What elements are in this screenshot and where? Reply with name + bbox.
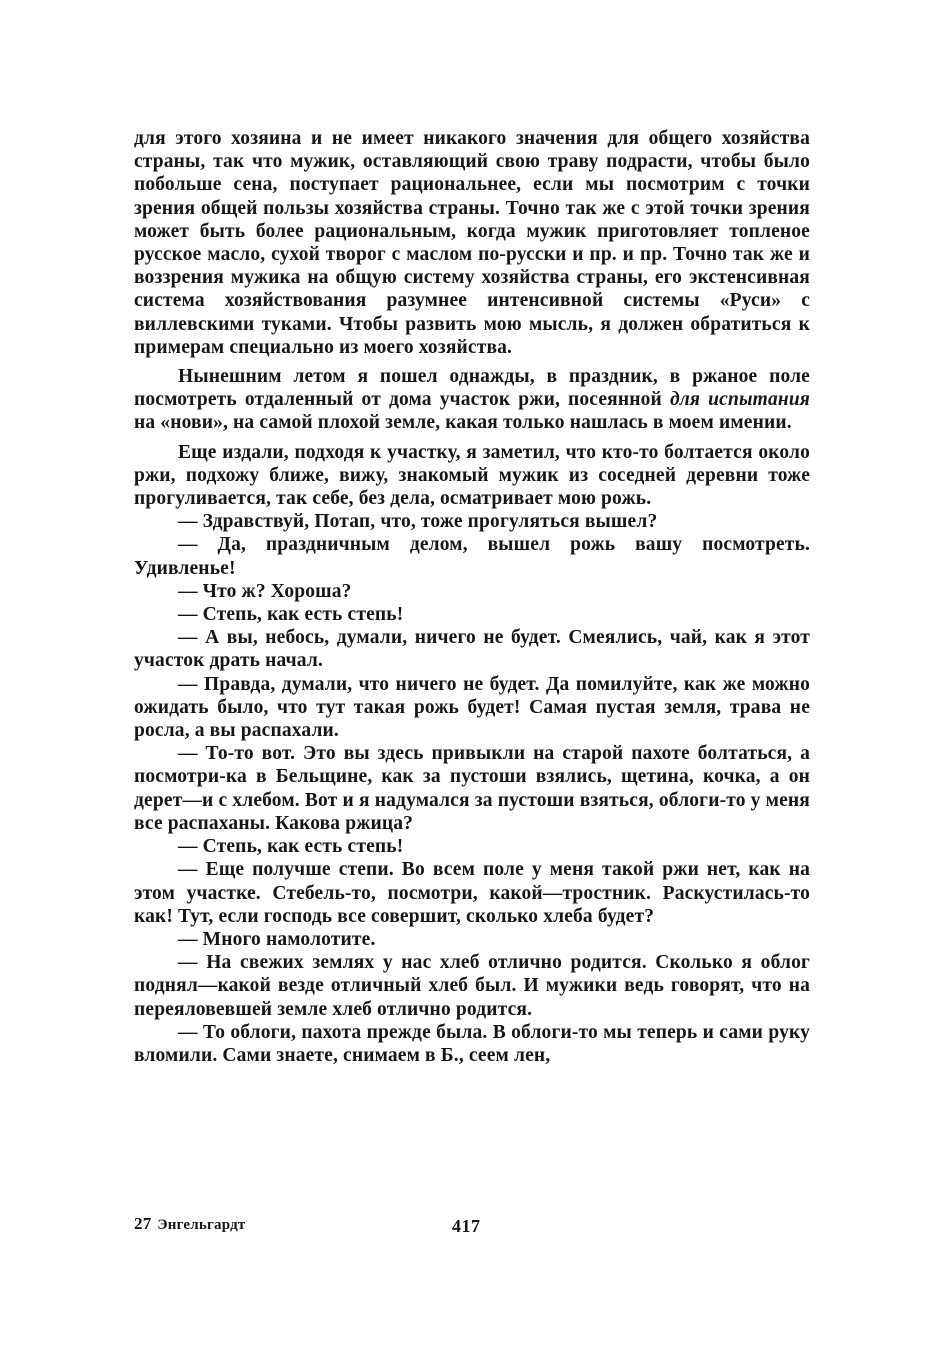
paragraph-text: Нынешним летом я пошел однажды, в праздник, в ржаное поле посмотреть отдаленный от дома участок ржи, посеянной bbox=[134, 366, 810, 411]
paragraph bbox=[134, 365, 810, 435]
dialogue-line: — Степь, как есть степь! bbox=[178, 604, 404, 626]
dialogue-line: — На свежих землях у нас хлеб отлично родится. Сколько я облог поднял—какой везде отличный хлеб был. И мужики ведь говорят, что на переяловевшей земле хлеб отлично родится. bbox=[134, 952, 810, 1020]
dialogue-line: — Здравствуй, Потап, что, тоже прогуляться вышел? bbox=[178, 511, 658, 533]
signature-number: 27 bbox=[134, 1214, 152, 1233]
page-number: 417 bbox=[452, 1216, 481, 1236]
body-text bbox=[134, 127, 810, 1067]
signature-name: Энгельгардт bbox=[157, 1217, 246, 1233]
italic-phrase: для испытания bbox=[669, 389, 811, 411]
dialogue-line: — Да, праздничным делом, вышел рожь вашу посмотреть. Удивленье! bbox=[134, 534, 810, 579]
dialogue-line: — То-то вот. Это вы здесь привыкли на старой пахоте болтаться, а посмотри-ка в Бельщине, как за пустоши взялись, щетина, кочка, а он дерет—и с хлебом. Вот и я надумался за пустоши взяться, облоги-то у меня все распаханы. Какова ржица? bbox=[134, 743, 810, 834]
printer-signature bbox=[134, 1214, 245, 1234]
dialogue-line: — Еще получше степи. Во всем поле у меня такой ржи нет, как на этом участке. Стебель-то, посмотри, какой—тростник. Раскустилась-то как! Тут, если господь все совершит, сколько хлеба будет? bbox=[134, 859, 810, 927]
dialogue-line: — Что ж? Хороша? bbox=[178, 580, 352, 602]
paragraph: для этого хозяина и не имеет никакого значения для общего хозяйства страны, так что мужик, оставляющий свою траву подрасти, чтобы было побольше сена, поступает рациональнее, если мы посмотрим с точки зрения общей пользы хозяйства страны. Точно так же с этой точки зрения может быть более рациональным, когда мужик приготовляет топленое русское масло, сухой творог с маслом по-русски и пр. и пр. Точно так же и воззрения мужика на общую систему хозяйства страны, его экстенсивная система хозяйствования разумнее интенсивной системы «Руси» с виллевскими туками. Чтобы развить мою мысль, я должен обратиться к примерам специально из моего хозяйства. bbox=[134, 128, 810, 358]
dialogue-line: — Правда, думали, что ничего не будет. Да помилуйте, как же можно ожидать было, что тут такая рожь будет! Самая пустая земля, трава не росла, а вы распахали. bbox=[134, 673, 810, 742]
paragraph: Еще издали, подходя к участку, я заметил, что кто-то болтается около ржи, подхожу ближе, вижу, знакомый мужик из соседней деревни тоже прогуливается, так себе, без дела, осматривает мою рожь. bbox=[134, 441, 810, 510]
dialogue-line: — Степь, как есть степь! bbox=[178, 836, 404, 858]
paragraph-text: на «нови», на самой плохой земле, какая только нашлась в моем имении. bbox=[134, 412, 792, 434]
dialogue-line: — А вы, небось, думали, ничего не будет. Смеялись, чай, как я этот участок драть начал. bbox=[134, 627, 810, 672]
dialogue-line: — Много намолотите. bbox=[178, 928, 376, 950]
dialogue-line: — То облоги, пахота прежде была. В облоги-то мы теперь и сами руку вломили. Сами знаете, снимаем в Б., сеем лен, bbox=[134, 1021, 810, 1066]
